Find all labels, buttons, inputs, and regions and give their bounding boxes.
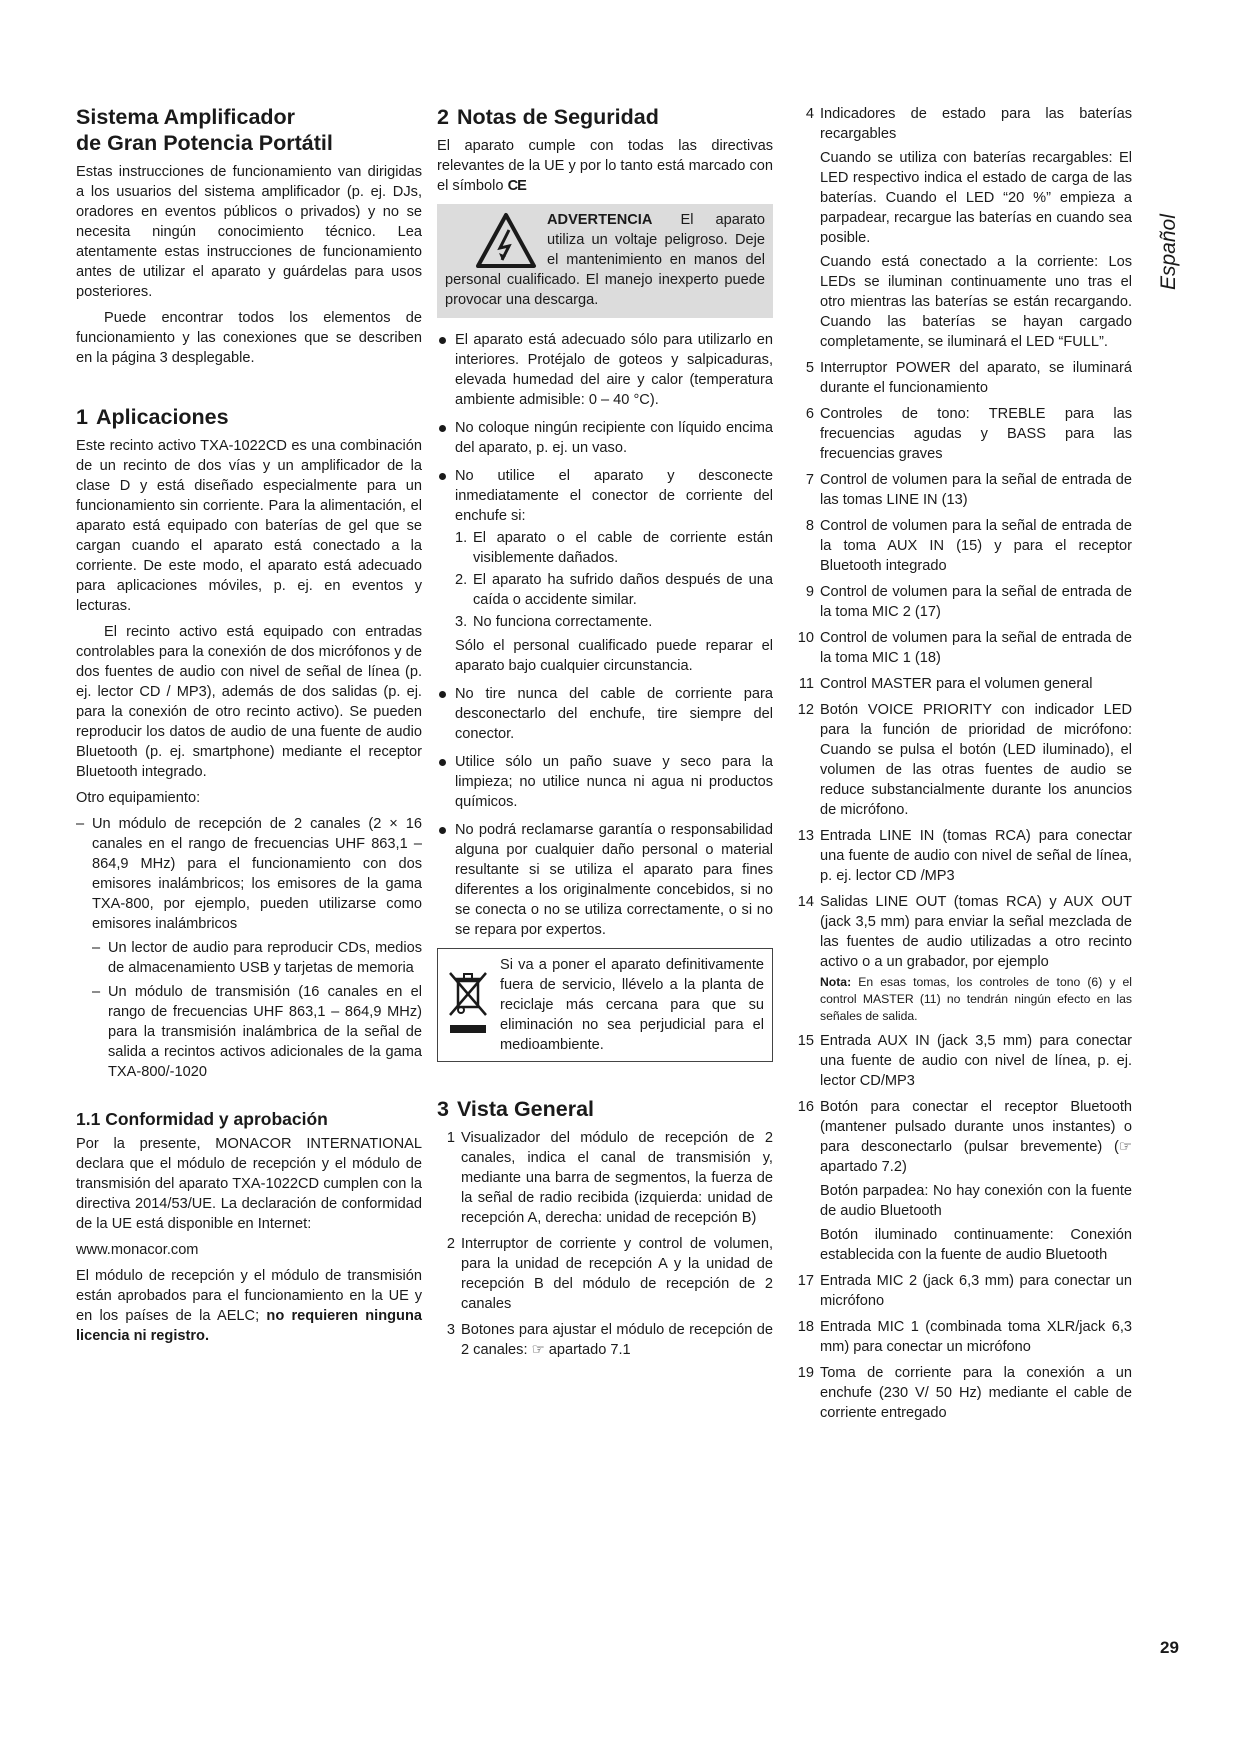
section-title: Vista General (456, 1097, 595, 1121)
item-text: Entrada MIC 1 (combinada toma XLR/jack 6,3 mm) para conectar un micrófono (820, 1319, 1132, 1355)
item-number: 15 (797, 1033, 814, 1049)
item-text: Interruptor de corriente y control de volumen, para la unidad de recepción A y la unidad de recepción B del módulo de recepción de 2 canales (461, 1236, 773, 1312)
item-number: 6 (805, 406, 814, 422)
warning-text: El aparato utiliza un voltaje peligroso. Deje el mantenimiento en manos del personal cualificado. El manejo inexperto puede provocar una descarga. (445, 212, 765, 308)
overview-item (437, 1234, 773, 1314)
section-number: 3 (437, 1097, 449, 1121)
list-item: – Un módulo de transmisión (16 canales en el rango de frecuencias UHF 863,1 – 864,9 MHz) para la transmisión inalámbrica de la señal de salida a recintos activos adicionales de la gama TXA-800/-1020 (92, 982, 422, 1082)
overview-item (796, 674, 1132, 694)
safety-intro-text: El aparato cumple con todas las directivas relevantes de la UE y por lo tanto está marcado con el símbolo (437, 138, 773, 194)
intro-paragraph: Estas instrucciones de funcionamiento van dirigidas a los usuarios del sistema amplificador (p. ej. DJs, oradores en eventos públicos o privados) y no se necesita ningún conocimiento técnico. Lea atentamente estas instrucciones de funcionamiento antes de utilizar el aparato y guárdelas para usos posteriores. (76, 164, 422, 300)
section-1-heading (76, 404, 422, 430)
item-number: 16 (797, 1099, 814, 1115)
item-text: Botones para ajustar el módulo de recepción de 2 canales: ☞ apartado 7.1 (461, 1322, 773, 1358)
section-number: 2 (437, 105, 449, 129)
applications-paragraph-1: Este recinto activo TXA-1022CD es una combinación de un recinto de dos vías y un amplificador de la clase D y está diseñado especialmente para un funcionamiento sin corriente. Para la alimentación, el aparato está equipado con baterías de gel que se cargan cuando el aparato está conectado a la corriente. De este modo, el aparato está adecuado para aplicaciones móviles, p. ej. en eventos y lecturas. (76, 438, 422, 614)
bullet-tail-text: Sólo el personal cualificado puede reparar el aparato bajo cualquier circunstancia. (455, 638, 773, 674)
website-url: www.monacor.com (76, 1242, 199, 1258)
section-2-heading (437, 104, 773, 130)
damage-conditions-list (455, 528, 773, 632)
warning-label: ADVERTENCIA (547, 212, 653, 228)
bullet-item: Utilice sólo un paño suave y seco para la limpieza; no utilice nunca ni agua ni productos químicos. (437, 752, 773, 812)
item-number: 14 (797, 894, 814, 910)
list-item (455, 570, 773, 610)
title-line-2: de Gran Potencia Portátil (76, 131, 333, 155)
warning-header (445, 210, 765, 310)
section-title: Notas de Seguridad (456, 105, 659, 129)
bullet-item: El aparato está adecuado sólo para utilizarlo en interiores. Protéjalo de goteos y salpicaduras, elevada humedad del aire y calor (temperatura ambiente admisible: 0 – 40 °C). (437, 330, 773, 410)
item-number: 17 (797, 1273, 814, 1289)
overview-item (796, 358, 1132, 398)
item-number: 12 (797, 702, 814, 718)
item-text: Entrada LINE IN (tomas RCA) para conectar una fuente de audio con nivel de señal de línea, p. ej. lector CD /MP3 (820, 828, 1132, 884)
item-number: 4 (805, 106, 814, 122)
warning-box (437, 204, 773, 318)
overview-item (796, 628, 1132, 668)
item-detail: Botón parpadea: No hay conexión con la fuente de audio Bluetooth (820, 1183, 1132, 1219)
column-middle (437, 104, 773, 1366)
item-text: Entrada AUX IN (jack 3,5 mm) para conectar una fuente de audio con nivel de línea, p. ej. lector CD/MP3 (820, 1033, 1132, 1089)
high-voltage-warning-icon (475, 212, 537, 270)
item-detail: Botón iluminado continuamente: Conexión establecida con la fuente de audio Bluetooth (820, 1227, 1132, 1263)
item-text: Control de volumen para la señal de entrada de la toma MIC 1 (18) (820, 630, 1132, 666)
approval-paragraph (76, 1266, 422, 1346)
ce-mark-icon: CE (507, 178, 526, 194)
crossed-out-bin-icon (446, 955, 490, 1055)
side-label-container (1157, 190, 1187, 300)
bullet-item: No tire nunca del cable de corriente para desconectarlo del enchufe, tire siempre del conector. (437, 684, 773, 744)
item-text: Control de volumen para la señal de entrada de las tomas LINE IN (13) (820, 472, 1132, 508)
bullet-text: No utilice el aparato y desconecte inmediatamente el conector de corriente del enchufe si: (455, 468, 773, 524)
overview-item (796, 582, 1132, 622)
item-text: Salidas LINE OUT (tomas RCA) y AUX OUT (jack 3,5 mm) para enviar la señal mezclada de las fuentes de audio utilizadas a otro recinto activo o a un grabador, por ejemplo (820, 894, 1132, 970)
item-number: 11 (798, 676, 814, 692)
section-1-1-heading: 1.1 Conformidad y aprobación (76, 1109, 328, 1129)
overview-item (437, 1128, 773, 1228)
item-detail: Cuando se utiliza con baterías recargables: El LED respectivo indica el estado de carga de las baterías. Cuando el LED “20 %” empieza a parpadear, recargue las baterías en cuando sea posible. (820, 150, 1132, 246)
item-number: 1 (446, 1130, 455, 1146)
list-item (455, 612, 773, 632)
overview-item (796, 104, 1132, 352)
other-equipment-label: Otro equipamiento: (76, 790, 201, 806)
overview-item (796, 1271, 1132, 1311)
column-right (796, 104, 1132, 1429)
item-number: 19 (797, 1365, 814, 1381)
bullet-item: No coloque ningún recipiente con líquido encima del aparato, p. ej. un vaso. (437, 418, 773, 458)
column-left (76, 104, 422, 1352)
list-item: – Un lector de audio para reproducir CDs, medios de almacenamiento USB y tarjetas de memoria (92, 938, 422, 978)
item-number: 3 (446, 1322, 455, 1338)
document-title (76, 104, 422, 156)
item-note (820, 974, 1132, 1025)
item-text: Botón VOICE PRIORITY con indicador LED para la función de prioridad de micrófono: Cuando se pulsa el botón (LED iluminado), el volumen de las otras fuentes de audio se reduce substancialmente durante los anuncios de micrófono. (820, 702, 1132, 818)
overview-list-continued (796, 104, 1132, 1423)
list-text: No funciona correctamente. (473, 614, 653, 630)
note-text: En esas tomas, los controles de tono (6) y el control MASTER (11) no tendrán ningún efecto en las señales de salida. (820, 975, 1133, 1023)
item-text: Interruptor POWER del aparato, se iluminará durante el funcionamiento (820, 360, 1132, 396)
list-text: El aparato ha sufrido daños después de una caída o accidente similar. (473, 572, 773, 608)
overview-item (437, 1320, 773, 1360)
overview-item (796, 1317, 1132, 1357)
item-detail: Cuando está conectado a la corriente: Los LEDs se iluminan continuamente uno tras el otro mientras las baterías se están recargando. Cuando las baterías se hayan cargado completamente, se iluminará el LED “FULL”. (820, 254, 1132, 350)
bullet-item (437, 466, 773, 676)
overview-list (437, 1128, 773, 1360)
safety-intro (437, 136, 773, 196)
equipment-list (76, 814, 422, 1082)
list-number: 1. (455, 530, 468, 546)
item-number: 7 (805, 472, 814, 488)
overview-item (796, 470, 1132, 510)
approval-text: El módulo de recepción y el módulo de transmisión están aprobados para el funcionamiento en la UE y en los países de la AELC; (76, 1268, 422, 1324)
item-text: Controles de tono: TREBLE para las frecuencias agudas y BASS para las frecuencias graves (820, 406, 1132, 462)
recycling-notice (437, 948, 773, 1062)
item-text: Entrada MIC 2 (jack 6,3 mm) para conectar un micrófono (820, 1273, 1132, 1309)
list-item: – Un módulo de recepción de 2 canales (2 × 16 canales en el rango de frecuencias UHF 863,1 – 864,9 MHz) para el funcionamiento con dos emisores inalámbricos; los emisores de la gama TXA-800, por ejemplo, pueden utilizarse como emisores inalámbricos (76, 814, 422, 934)
item-number: 2 (446, 1236, 455, 1252)
item-text: Toma de corriente para la conexión a un enchufe (230 V/ 50 Hz) mediante el cable de corriente entregado (820, 1365, 1132, 1421)
note-label: Nota: (820, 975, 852, 989)
item-number: 5 (805, 360, 814, 376)
section-title: Aplicaciones (95, 405, 229, 429)
safety-bullet-list (437, 330, 773, 940)
item-number: 13 (797, 828, 814, 844)
language-label: Español (1157, 214, 1180, 290)
item-number: 8 (805, 518, 814, 534)
list-number: 3. (455, 614, 468, 630)
overview-item (796, 1363, 1132, 1423)
overview-item (796, 1097, 1132, 1265)
conformity-paragraph: Por la presente, MONACOR INTERNATIONAL declara que el módulo de recepción y el módulo de transmisión del aparato TXA-1022CD cumplen con la directiva 2014/53/UE. La declaración de conformidad de la UE está disponible en Internet: (76, 1136, 422, 1232)
page-number: 29 (1160, 1638, 1179, 1657)
item-number: 9 (805, 584, 814, 600)
overview-item (796, 700, 1132, 820)
overview-item (796, 516, 1132, 576)
item-number: 10 (797, 630, 814, 646)
item-text: Botón para conectar el receptor Bluetooth (mantener pulsado durante unos instantes) o para desconectarlo (pulsar brevemente) (☞ apartado 7.2) (820, 1099, 1132, 1175)
item-number: 18 (797, 1319, 814, 1335)
overview-item (796, 1031, 1132, 1091)
item-text: Control de volumen para la señal de entrada de la toma MIC 2 (17) (820, 584, 1132, 620)
list-item (455, 528, 773, 568)
overview-item (796, 826, 1132, 886)
title-line-1: Sistema Amplificador (76, 105, 296, 129)
section-number: 1 (76, 405, 88, 429)
recycling-text: Si va a poner el aparato definitivamente fuera de servicio, llévelo a la planta de reciclaje más cercana para que su eliminación no sea perjudicial para el medioambiente. (500, 957, 764, 1053)
overview-item (796, 892, 1132, 1025)
approval-bold-text: no requieren ninguna licencia ni registro. (76, 1308, 422, 1344)
item-text: Control MASTER para el volumen general (820, 676, 1093, 692)
bullet-item: No podrá reclamarse garantía o responsabilidad alguna por cualquier daño personal o material resultante si se utiliza el aparato para fines diferentes a los originalmente concebidos, si no se conecta o no se utiliza correctamente, o si no se repara por expertos. (437, 820, 773, 940)
list-number: 2. (455, 572, 468, 588)
overview-item (796, 404, 1132, 464)
list-text: El aparato o el cable de corriente están visiblemente dañados. (473, 530, 773, 566)
item-text: Indicadores de estado para las baterías recargables (820, 106, 1132, 142)
section-3-heading (437, 1096, 773, 1122)
applications-paragraph-2: El recinto activo está equipado con entradas controlables para la conexión de dos micrófonos y de dos fuentes de audio con nivel de señal de línea (p. ej. lector CD / MP3), además de dos salidas (p. ej. para la conexión de otro recinto activo). Se pueden reproducir los datos de audio de una fuente de audio Bluetooth (p. ej. smartphone) mediante el receptor Bluetooth integrado. (76, 624, 422, 780)
item-text: Visualizador del módulo de recepción de 2 canales, indica el canal de transmisión y, mediante una barra de segmentos, la fuerza de la señal de radio recibida (izquierda: unidad de recepción A, derecha: unidad de recepción B) (461, 1130, 773, 1226)
item-text: Control de volumen para la señal de entrada de la toma AUX IN (15) y para el receptor Bluetooth integrado (820, 518, 1132, 574)
intro-paragraph-2: Puede encontrar todos los elementos de funcionamiento y las conexiones que se describen en la página 3 desplegable. (76, 310, 422, 366)
